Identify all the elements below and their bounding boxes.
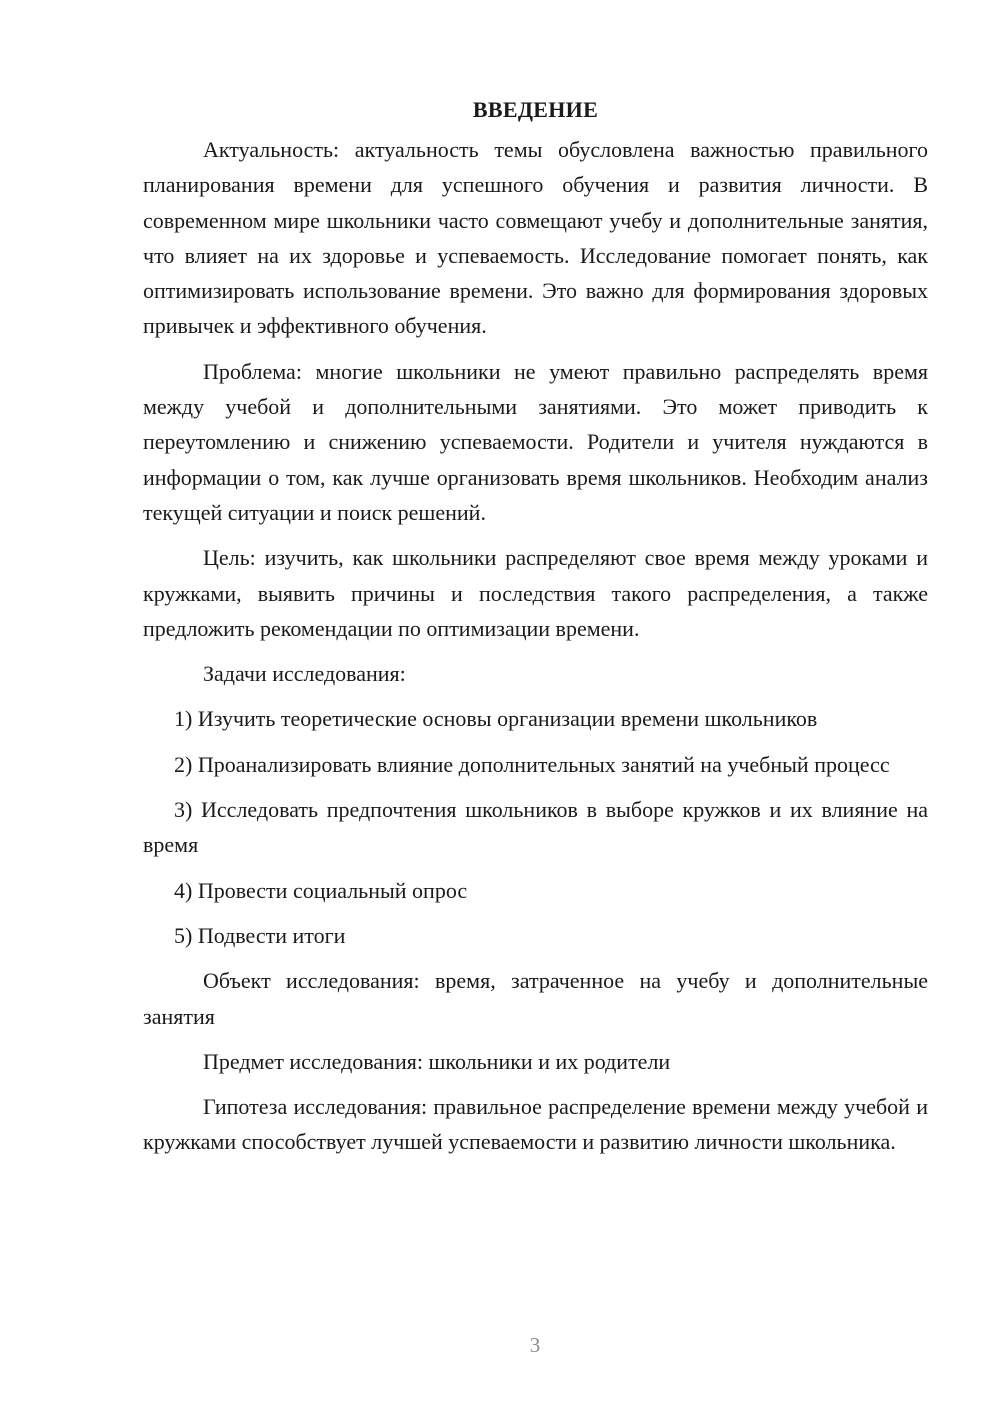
task-item-3: 3) Исследовать предпочтения школьников в выборе кружков и их влияние на время [143, 797, 928, 858]
task-item-1: 1) Изучить теоретические основы организации времени школьников [174, 706, 818, 732]
subject-paragraph: Предмет исследования: школьники и их родители [203, 1048, 671, 1074]
goal-paragraph: Цель: изучить, как школьники распределяют свое время между уроками и кружками, выявить причины и последствия такого распределения, а также предложить рекомендации по оптимизации времени. [143, 545, 928, 641]
page-number: 3 [529, 1333, 541, 1357]
task-item-5: 5) Подвести итоги [174, 922, 346, 948]
hypothesis-paragraph: Гипотеза исследования: правильное распределение времени между учебой и кружками способствует лучшей успеваемости и развитию личности школьника. [143, 1094, 928, 1155]
object-paragraph: Объект исследования: время, затраченное на учебу и дополнительные занятия [143, 968, 928, 1029]
page-title: ВВЕДЕНИЕ [472, 97, 599, 122]
task-item-4: 4) Провести социальный опрос [174, 877, 468, 903]
relevance-paragraph: Актуальность: актуальность темы обусловлена важностью правильного планирования времени для успешного обучения и развития личности. В современном мире школьники часто совмещают учебу и дополнительные занятия, что влияет на их здоровье и успеваемость. Исследование помогает понять, как оптимизировать использование времени. Это важно для формирования здоровых привычек и эффективного обучения. [143, 137, 928, 339]
task-item-2: 2) Проанализировать влияние дополнительных занятий на учебный процесс [174, 751, 890, 777]
document-page [143, 96, 928, 1160]
problem-paragraph: Проблема: многие школьники не умеют правильно распределять время между учебой и дополнительными занятиями. Это может приводить к переутомлению и снижению успеваемости. Родители и учителя нуждаются в информации о том, как лучше организовать время школьников. Необходим анализ текущей ситуации и поиск решений. [143, 358, 928, 525]
tasks-heading: Задачи исследования: [203, 661, 406, 687]
